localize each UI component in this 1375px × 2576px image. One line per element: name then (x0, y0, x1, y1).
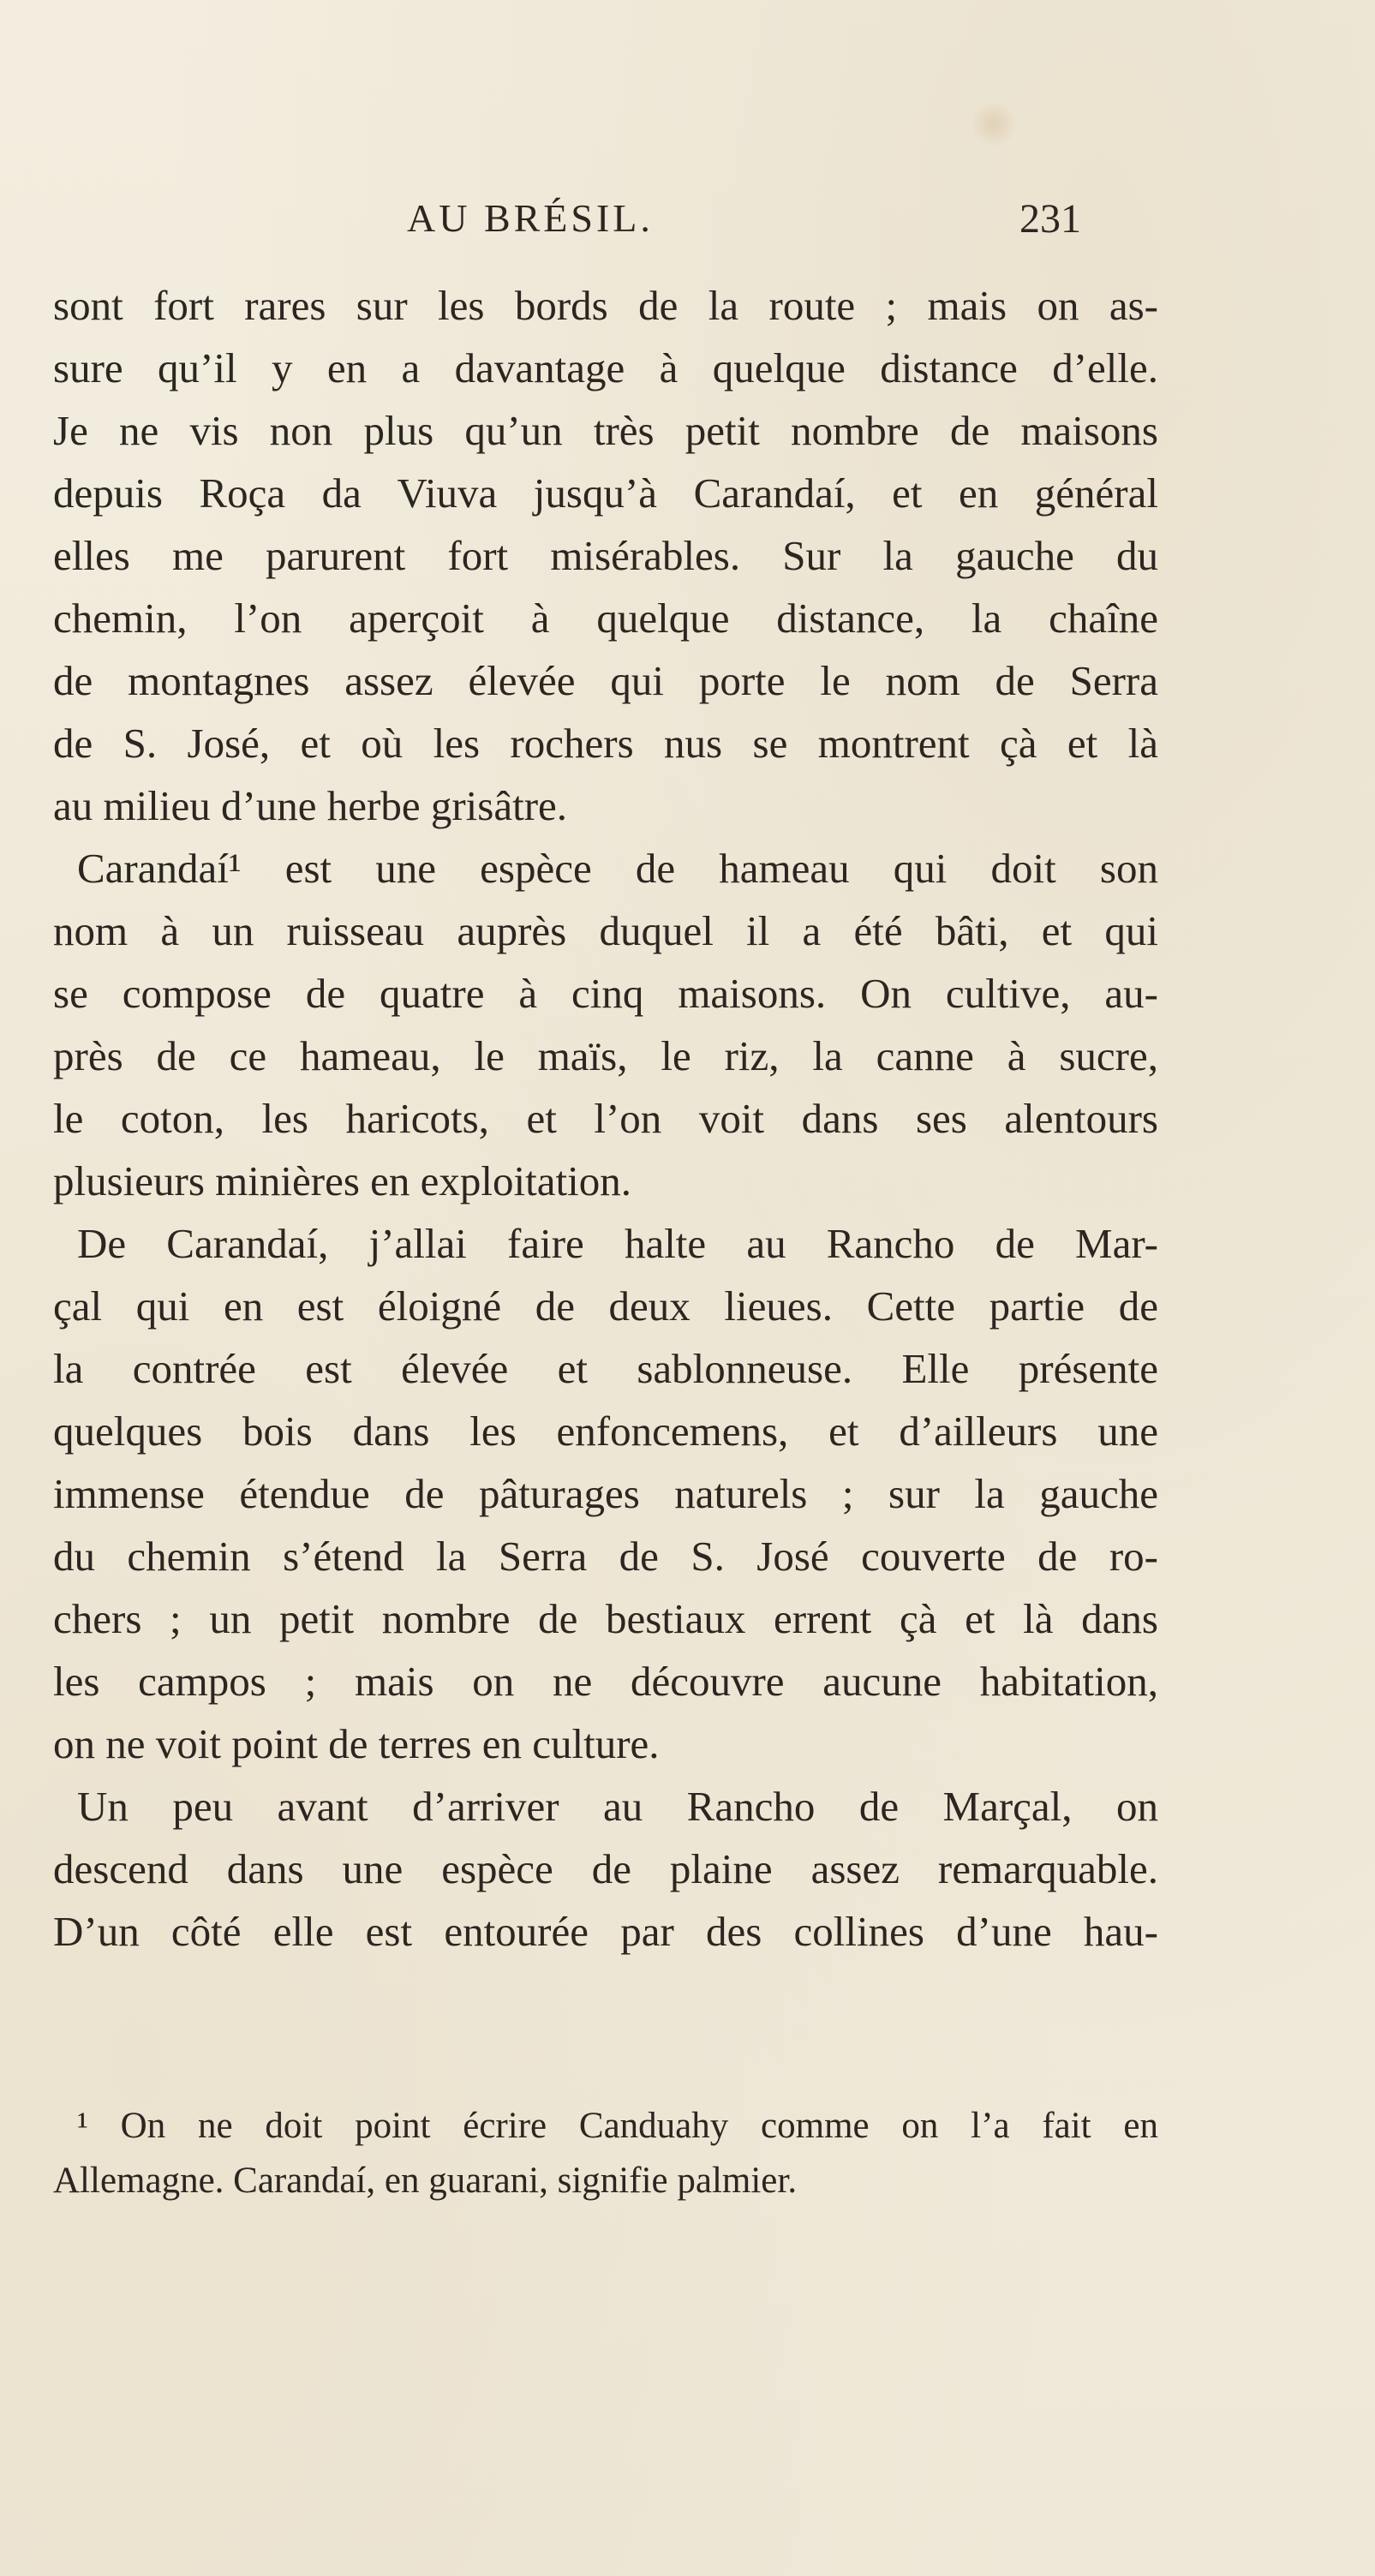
footnote-line: Allemagne. Carandaí, en guarani, signifie palmier. (53, 2161, 798, 2201)
text-line: les campos ; mais on ne découvre aucune habitation, (53, 1658, 1158, 1705)
text-line: quelques bois dans les enfoncemens, et d’ailleurs une (53, 1408, 1158, 1455)
text-line: sure qu’il y en a davantage à quelque distance d’elle. (53, 344, 1158, 391)
text-line: plusieurs minières en exploitation. (53, 1157, 631, 1204)
paragraph-start-line: De Carandaí, j’allai faire halte au Rancho de Mar- (77, 1220, 1158, 1267)
paper-stain (968, 103, 1019, 146)
text-line: nom à un ruisseau auprès duquel il a été bâti, et qui (53, 907, 1158, 954)
text-line: on ne voit point de terres en culture. (53, 1720, 660, 1767)
text-line: sont fort rares sur les bords de la route ; mais on as- (53, 282, 1158, 329)
text-line: au milieu d’une herbe grisâtre. (53, 782, 568, 829)
text-line: se compose de quatre à cinq maisons. On cultive, au- (53, 970, 1158, 1017)
text-line: çal qui en est éloigné de deux lieues. Cette partie de (53, 1282, 1158, 1330)
text-line: de S. José, et où les rochers nus se montrent çà et là (53, 720, 1158, 767)
text-line: chers ; un petit nombre de bestiaux errent çà et là dans (53, 1595, 1158, 1642)
text-line: D’un côté elle est entourée par des collines d’une hau- (53, 1908, 1158, 1955)
text-line: du chemin s’étend la Serra de S. José couverte de ro- (53, 1533, 1158, 1580)
text-line: depuis Roça da Viuva jusqu’à Carandaí, et en général (53, 469, 1158, 517)
footnote (53, 2099, 1158, 2208)
text-line: descend dans une espèce de plaine assez remarquable. (53, 1845, 1158, 1892)
body-text (53, 274, 1158, 1963)
text-line: elles me parurent fort misérables. Sur la gauche du (53, 532, 1158, 579)
text-line: immense étendue de pâturages naturels ; sur la gauche (53, 1470, 1158, 1517)
text-line: la contrée est élevée et sablonneuse. Elle présente (53, 1345, 1158, 1392)
paragraph-start-line: Un peu avant d’arriver au Rancho de Marçal, on (77, 1783, 1158, 1830)
text-line: près de ce hameau, le maïs, le riz, la canne à sucre, (53, 1032, 1158, 1079)
text-line: chemin, l’on aperçoit à quelque distance, la chaîne (53, 595, 1158, 642)
text-line: de montagnes assez élevée qui porte le nom de Serra (53, 657, 1158, 704)
running-head: AU BRÉSIL. (407, 196, 654, 240)
footnote-line: ¹ On ne doit point écrire Canduahy comme on l’a fait en (77, 2106, 1158, 2146)
page-number: 231 (1019, 196, 1081, 242)
text-line: le coton, les haricots, et l’on voit dans ses alentours (53, 1095, 1158, 1142)
text-line: Je ne vis non plus qu’un très petit nombre de maisons (53, 407, 1158, 454)
paragraph-start-line: Carandaí¹ est une espèce de hameau qui doit son (77, 845, 1158, 892)
page-header (0, 195, 1375, 247)
